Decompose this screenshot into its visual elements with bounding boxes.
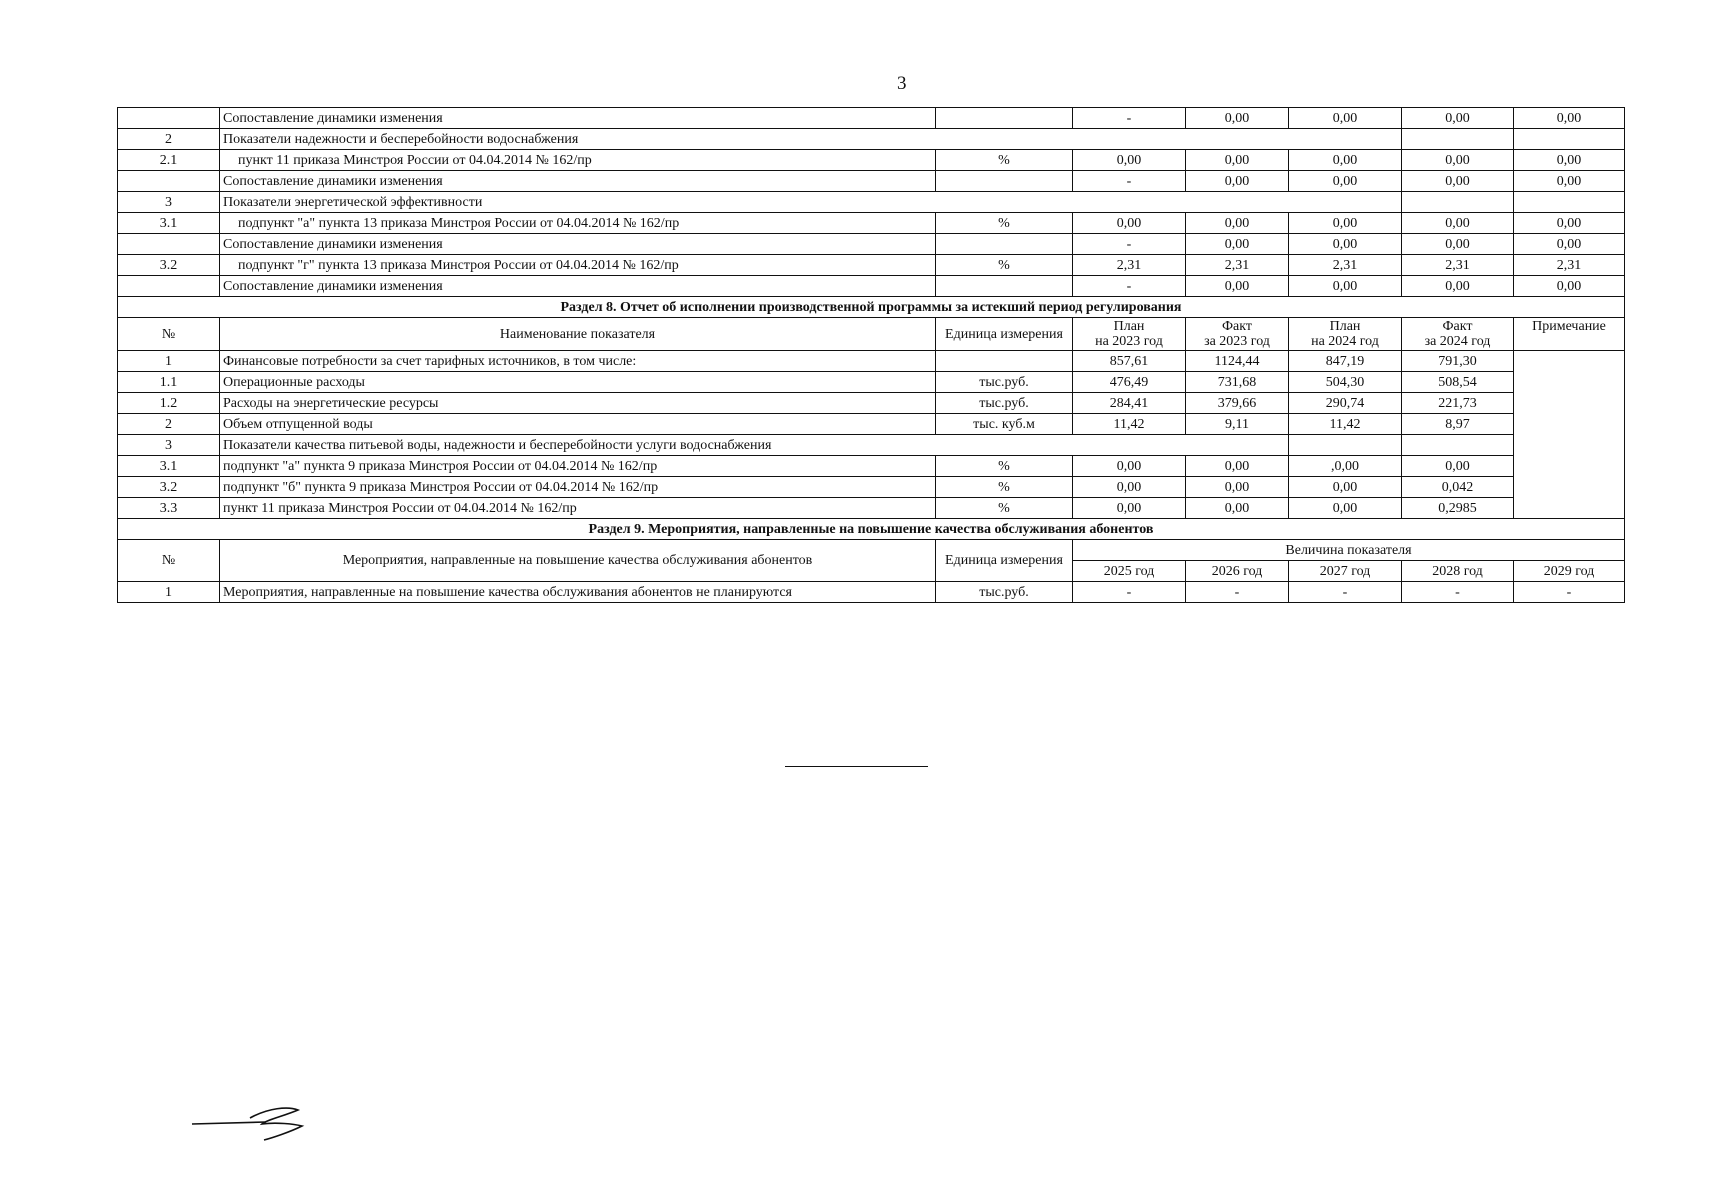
table-row (118, 234, 1625, 255)
value-cell: ,0,00 (1289, 456, 1402, 477)
value-cell: - (1073, 108, 1186, 129)
unit-cell: % (936, 150, 1073, 171)
value-cell: 0,00 (1402, 171, 1514, 192)
section-title-row (118, 519, 1625, 540)
note-cell (1514, 351, 1625, 519)
indicator-name: Операционные расходы (220, 372, 936, 393)
value-cell: 508,54 (1402, 372, 1514, 393)
row-number: 1.2 (118, 393, 220, 414)
report-table (117, 107, 1625, 603)
header-year: 2025 год (1073, 561, 1186, 582)
unit-cell: тыс. куб.м (936, 414, 1073, 435)
value-cell: 0,00 (1186, 213, 1289, 234)
value-cell: 284,41 (1073, 393, 1186, 414)
value-cell: 2,31 (1289, 255, 1402, 276)
empty-cell (1514, 192, 1625, 213)
table-row (118, 435, 1625, 456)
value-cell: - (1514, 582, 1625, 603)
value-cell: 0,00 (1186, 171, 1289, 192)
group-heading: Показатели качества питьевой воды, надежности и бесперебойности услуги водоснабжения (220, 435, 1289, 456)
table-row (118, 192, 1625, 213)
header-plan-2023 (1073, 318, 1186, 351)
indicator-name: Сопоставление динамики изменения (220, 276, 936, 297)
table-row (118, 129, 1625, 150)
unit-cell (936, 108, 1073, 129)
unit-cell (936, 171, 1073, 192)
table-row (118, 372, 1625, 393)
indicator-name: Финансовые потребности за счет тарифных источников, в том числе: (220, 351, 936, 372)
value-cell: 0,00 (1514, 150, 1625, 171)
table-row (118, 456, 1625, 477)
empty-cell (1402, 192, 1514, 213)
value-cell: 2,31 (1402, 255, 1514, 276)
header-number: № (118, 540, 220, 582)
empty-cell (1514, 129, 1625, 150)
empty-cell (1289, 435, 1402, 456)
unit-cell (936, 351, 1073, 372)
value-cell: 379,66 (1186, 393, 1289, 414)
value-cell: 0,00 (1186, 456, 1289, 477)
indicator-name: Расходы на энергетические ресурсы (220, 393, 936, 414)
value-cell: 0,042 (1402, 477, 1514, 498)
header-measure-name: Мероприятия, направленные на повышение качества обслуживания абонентов (220, 540, 936, 582)
indicator-name: пункт 11 приказа Минстроя России от 04.04.2014 № 162/пр (220, 498, 936, 519)
row-number: 3.2 (118, 477, 220, 498)
value-cell: 476,49 (1073, 372, 1186, 393)
header-line: на 2024 год (1311, 334, 1379, 349)
value-cell: 504,30 (1289, 372, 1402, 393)
value-cell: 0,00 (1402, 456, 1514, 477)
value-cell: 8,97 (1402, 414, 1514, 435)
indicator-name: Объем отпущенной воды (220, 414, 936, 435)
value-cell: 0,00 (1289, 150, 1402, 171)
value-cell: 0,00 (1073, 498, 1186, 519)
unit-cell: % (936, 213, 1073, 234)
value-cell: 0,00 (1402, 108, 1514, 129)
value-cell: 0,00 (1289, 477, 1402, 498)
value-cell: - (1402, 582, 1514, 603)
row-number: 3.3 (118, 498, 220, 519)
table-row (118, 351, 1625, 372)
indicator-name: подпункт "а" пункта 13 приказа Минстроя России от 04.04.2014 № 162/пр (220, 213, 936, 234)
header-number: № (118, 318, 220, 351)
indicator-name: подпункт "а" пункта 9 приказа Минстроя России от 04.04.2014 № 162/пр (220, 456, 936, 477)
unit-cell: тыс.руб. (936, 582, 1073, 603)
header-line: План (1113, 319, 1145, 334)
unit-cell: % (936, 255, 1073, 276)
page-number: 3 (897, 73, 907, 94)
value-cell: 0,00 (1289, 234, 1402, 255)
value-cell: 0,00 (1289, 276, 1402, 297)
row-number: 3 (118, 192, 220, 213)
value-cell: 0,00 (1186, 498, 1289, 519)
value-cell: - (1073, 582, 1186, 603)
value-cell: 11,42 (1289, 414, 1402, 435)
header-year: 2029 год (1514, 561, 1625, 582)
header-unit: Единица измерения (936, 540, 1073, 582)
value-cell: 2,31 (1073, 255, 1186, 276)
value-cell: 0,00 (1186, 150, 1289, 171)
table-row (118, 255, 1625, 276)
value-cell: 0,00 (1186, 276, 1289, 297)
value-cell: 0,00 (1186, 108, 1289, 129)
value-cell: 0,00 (1514, 234, 1625, 255)
indicator-name: подпункт "г" пункта 13 приказа Минстроя России от 04.04.2014 № 162/пр (220, 255, 936, 276)
header-line: План (1329, 319, 1361, 334)
header-year: 2027 год (1289, 561, 1402, 582)
value-cell: 0,00 (1289, 171, 1402, 192)
value-cell: 0,00 (1289, 213, 1402, 234)
empty-cell (1402, 435, 1514, 456)
indicator-name: пункт 11 приказа Минстроя России от 04.04.2014 № 162/пр (220, 150, 936, 171)
row-number: 1 (118, 351, 220, 372)
value-cell: 290,74 (1289, 393, 1402, 414)
header-row (118, 540, 1625, 561)
value-cell: 0,00 (1073, 213, 1186, 234)
row-number: 3.2 (118, 255, 220, 276)
row-number: 3.1 (118, 213, 220, 234)
section-title-row (118, 297, 1625, 318)
header-line: за 2024 год (1424, 334, 1491, 349)
unit-cell: % (936, 477, 1073, 498)
header-indicator-name: Наименование показателя (220, 318, 936, 351)
group-heading: Показатели надежности и бесперебойности водоснабжения (220, 129, 1402, 150)
header-row (118, 318, 1625, 351)
value-cell: 0,00 (1402, 150, 1514, 171)
row-number: 2 (118, 129, 220, 150)
header-unit: Единица измерения (936, 318, 1073, 351)
header-line: на 2023 год (1095, 334, 1163, 349)
row-number: 1.1 (118, 372, 220, 393)
value-cell: 0,00 (1073, 456, 1186, 477)
table-row (118, 108, 1625, 129)
header-fact-2023 (1186, 318, 1289, 351)
handwritten-signature (190, 1100, 320, 1150)
value-cell: - (1073, 234, 1186, 255)
value-cell: 9,11 (1186, 414, 1289, 435)
header-line: Факт (1442, 319, 1473, 334)
table-row (118, 498, 1625, 519)
section-9-title: Раздел 9. Мероприятия, направленные на повышение качества обслуживания абонентов (118, 519, 1625, 540)
header-plan-2024 (1289, 318, 1402, 351)
row-number (118, 234, 220, 255)
indicator-name: Сопоставление динамики изменения (220, 171, 936, 192)
header-year: 2026 год (1186, 561, 1289, 582)
value-cell: - (1073, 171, 1186, 192)
table-row (118, 276, 1625, 297)
header-line: за 2023 год (1204, 334, 1270, 349)
row-number (118, 171, 220, 192)
table-row (118, 414, 1625, 435)
value-cell: 0,00 (1402, 234, 1514, 255)
header-note: Примечание (1514, 318, 1625, 351)
table-row (118, 150, 1625, 171)
unit-cell: тыс.руб. (936, 372, 1073, 393)
indicator-name: Сопоставление динамики изменения (220, 234, 936, 255)
value-cell: 1124,44 (1186, 351, 1289, 372)
value-cell: 0,00 (1186, 477, 1289, 498)
unit-cell: % (936, 498, 1073, 519)
table-row (118, 582, 1625, 603)
unit-cell (936, 234, 1073, 255)
value-cell: 0,00 (1514, 213, 1625, 234)
value-cell: 0,00 (1073, 150, 1186, 171)
indicator-name: подпункт "б" пункта 9 приказа Минстроя России от 04.04.2014 № 162/пр (220, 477, 936, 498)
row-number: 2.1 (118, 150, 220, 171)
closing-divider-line (785, 766, 928, 767)
table-row (118, 171, 1625, 192)
measure-name: Мероприятия, направленные на повышение качества обслуживания абонентов не планируются (220, 582, 936, 603)
header-line: Факт (1221, 319, 1252, 334)
header-fact-2024 (1402, 318, 1514, 351)
value-cell: - (1289, 582, 1402, 603)
value-cell: - (1186, 582, 1289, 603)
row-number: 3 (118, 435, 220, 456)
value-cell: 0,00 (1514, 276, 1625, 297)
section-8-title: Раздел 8. Отчет об исполнении производственной программы за истекший период регулирования (118, 297, 1625, 318)
header-value-group: Величина показателя (1073, 540, 1625, 561)
value-cell: 857,61 (1073, 351, 1186, 372)
row-number (118, 276, 220, 297)
unit-cell: % (936, 456, 1073, 477)
indicator-name: Сопоставление динамики изменения (220, 108, 936, 129)
value-cell: 0,2985 (1402, 498, 1514, 519)
value-cell: 2,31 (1514, 255, 1625, 276)
value-cell: 0,00 (1514, 171, 1625, 192)
unit-cell: тыс.руб. (936, 393, 1073, 414)
value-cell: 0,00 (1186, 234, 1289, 255)
value-cell: 0,00 (1514, 108, 1625, 129)
value-cell: 0,00 (1289, 498, 1402, 519)
row-number: 2 (118, 414, 220, 435)
value-cell: - (1073, 276, 1186, 297)
table-row (118, 477, 1625, 498)
value-cell: 0,00 (1073, 477, 1186, 498)
header-year: 2028 год (1402, 561, 1514, 582)
unit-cell (936, 276, 1073, 297)
value-cell: 0,00 (1402, 276, 1514, 297)
value-cell: 221,73 (1402, 393, 1514, 414)
value-cell: 731,68 (1186, 372, 1289, 393)
row-number: 1 (118, 582, 220, 603)
group-heading: Показатели энергетической эффективности (220, 192, 1402, 213)
value-cell: 847,19 (1289, 351, 1402, 372)
value-cell: 11,42 (1073, 414, 1186, 435)
table-row (118, 213, 1625, 234)
row-number (118, 108, 220, 129)
row-number: 3.1 (118, 456, 220, 477)
table-row (118, 393, 1625, 414)
value-cell: 0,00 (1402, 213, 1514, 234)
value-cell: 791,30 (1402, 351, 1514, 372)
value-cell: 2,31 (1186, 255, 1289, 276)
empty-cell (1402, 129, 1514, 150)
value-cell: 0,00 (1289, 108, 1402, 129)
